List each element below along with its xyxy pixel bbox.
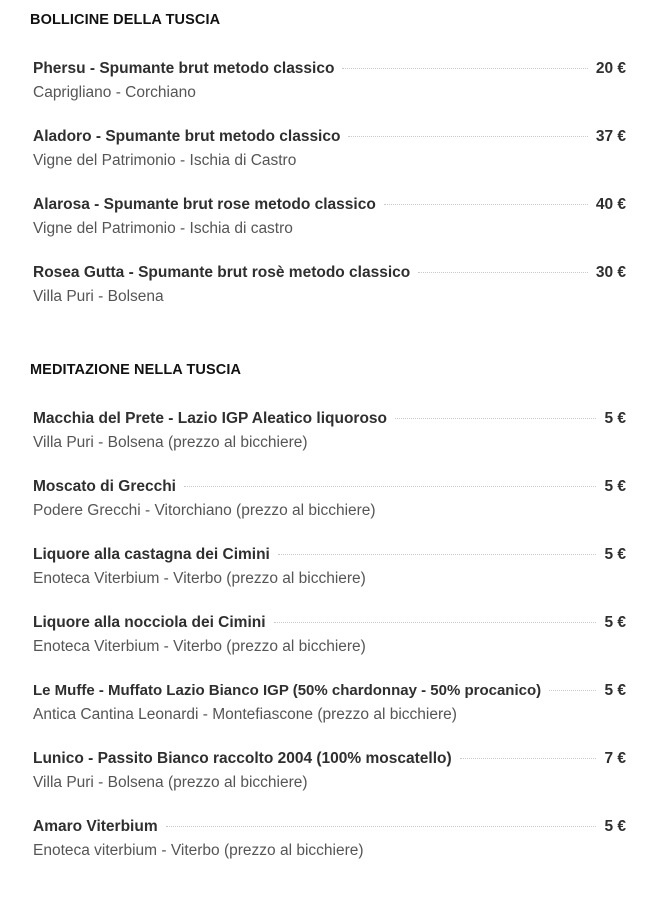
item-price: 20 € — [595, 60, 626, 77]
item-price: 40 € — [595, 196, 626, 213]
item-name: Alarosa - Spumante brut rose metodo classico — [33, 196, 376, 213]
item-description: Enoteca viterbium - Viterbo (prezzo al bicchiere) — [33, 842, 364, 859]
dotted-leader — [278, 553, 597, 555]
dotted-leader — [460, 757, 597, 759]
menu-item — [33, 682, 626, 732]
item-price: 5 € — [604, 410, 626, 427]
dotted-leader — [342, 67, 587, 69]
dotted-leader — [395, 417, 596, 419]
menu-item — [33, 128, 626, 178]
item-price: 5 € — [604, 818, 626, 835]
item-name: Liquore alla castagna dei Cimini — [33, 546, 270, 563]
menu-item — [33, 410, 626, 460]
item-name: Lunico - Passito Bianco raccolto 2004 (100% moscatello) — [33, 750, 452, 767]
item-name: Phersu - Spumante brut metodo classico — [33, 60, 335, 77]
item-price: 30 € — [595, 264, 626, 281]
item-description: Vigne del Patrimonio - Ischia di castro — [33, 220, 293, 237]
menu-item — [33, 264, 626, 314]
item-price: 5 € — [604, 614, 626, 631]
dotted-leader — [348, 135, 587, 137]
item-description: Villa Puri - Bolsena — [33, 288, 164, 305]
menu-item — [33, 196, 626, 246]
menu-item — [33, 546, 626, 596]
menu-item — [33, 614, 626, 664]
item-name: Aladoro - Spumante brut metodo classico — [33, 128, 341, 145]
dotted-leader — [549, 689, 596, 691]
dotted-leader — [166, 825, 597, 827]
item-name: Liquore alla nocciola dei Cimini — [33, 614, 266, 631]
menu-item — [33, 60, 626, 110]
dotted-leader — [418, 271, 588, 273]
item-description: Antica Cantina Leonardi - Montefiascone (prezzo al bicchiere) — [33, 706, 457, 723]
dotted-leader — [184, 485, 596, 487]
item-price: 5 € — [604, 478, 626, 495]
item-name: Rosea Gutta - Spumante brut rosè metodo classico — [33, 264, 411, 281]
item-price: 5 € — [604, 682, 626, 699]
item-price: 37 € — [595, 128, 626, 145]
item-description: Enoteca Viterbium - Viterbo (prezzo al bicchiere) — [33, 638, 366, 655]
section-title: MEDITAZIONE NELLA TUSCIA — [30, 362, 242, 378]
dotted-leader — [274, 621, 597, 623]
item-description: Vigne del Patrimonio - Ischia di Castro — [33, 152, 297, 169]
item-description: Caprigliano - Corchiano — [33, 84, 196, 101]
item-description: Podere Grecchi - Vitorchiano (prezzo al bicchiere) — [33, 502, 376, 519]
item-name: Macchia del Prete - Lazio IGP Aleatico liquoroso — [33, 410, 388, 427]
item-name: Amaro Viterbium — [33, 818, 158, 835]
item-description: Villa Puri - Bolsena (prezzo al bicchiere) — [33, 774, 308, 791]
menu-item — [33, 478, 626, 528]
menu-item — [33, 818, 626, 868]
item-description: Enoteca Viterbium - Viterbo (prezzo al bicchiere) — [33, 570, 366, 587]
section-title: BOLLICINE DELLA TUSCIA — [30, 12, 221, 28]
item-name: Le Muffe - Muffato Lazio Bianco IGP (50% chardonnay - 50% procanico) — [33, 682, 542, 699]
item-description: Villa Puri - Bolsena (prezzo al bicchiere) — [33, 434, 308, 451]
dotted-leader — [384, 203, 588, 205]
item-price: 7 € — [604, 750, 626, 767]
item-price: 5 € — [604, 546, 626, 563]
item-name: Moscato di Grecchi — [33, 478, 176, 495]
menu-item — [33, 750, 626, 800]
